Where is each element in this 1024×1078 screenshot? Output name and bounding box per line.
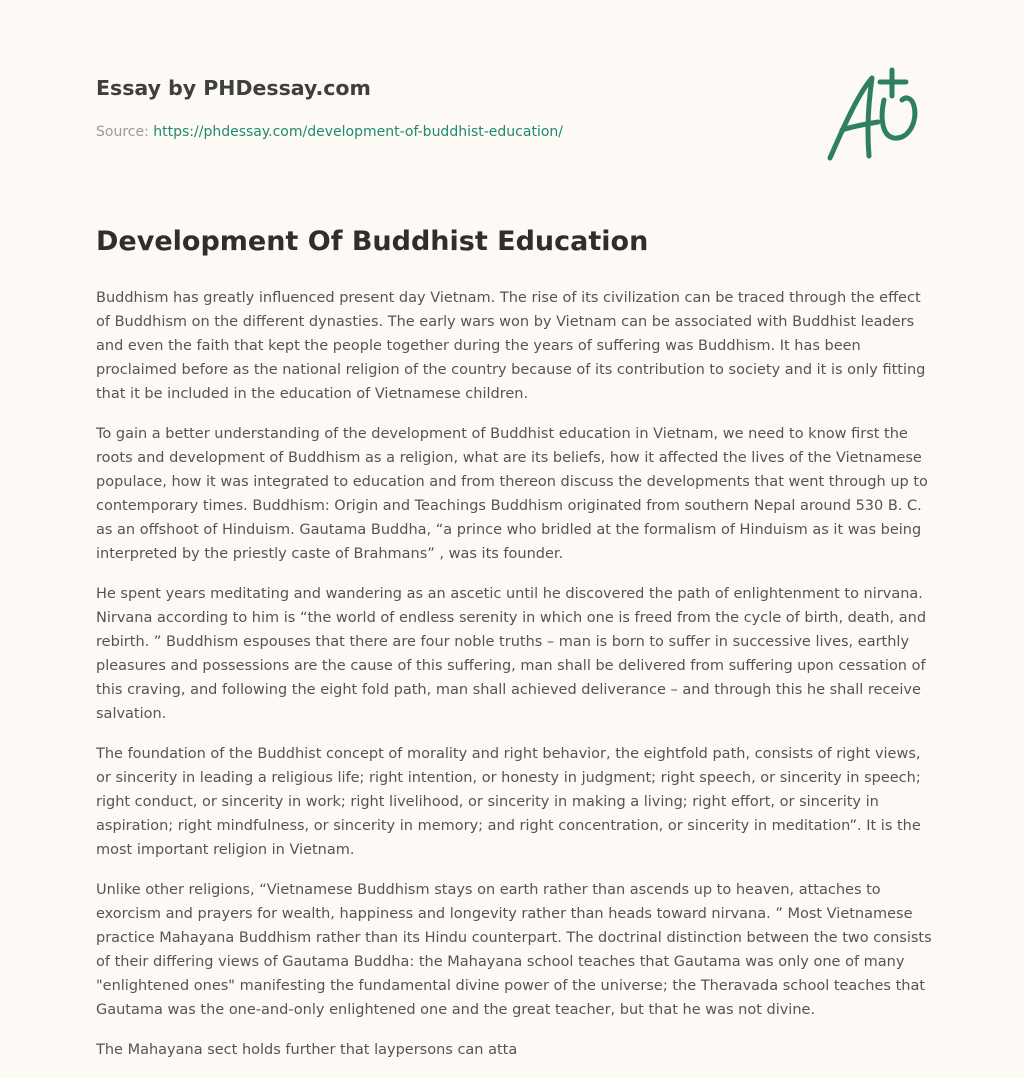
paragraph: To gain a better understanding of the development of Buddhist education in Vietnam, we need to know first the roots and development of Buddhism as a religion, what are its beliefs, how it affected the lives of the Vietnamese populace, how it was integrated to education and from thereon discuss the developments that went through up to contemporary times. Buddhism: Origin and Teachings Buddhism originated from southern Nepal around 530 B. C. as an offshoot of Hinduism. Gautama Buddha, “a prince who bridled at the formalism of Hinduism as it was being interpreted by the priestly caste of Brahmans” , was its founder. xyxy=(96,426,928,562)
page-title: Development Of Buddhist Education xyxy=(96,226,649,257)
a-plus-grade-icon xyxy=(820,66,930,166)
paragraph: Buddhism has greatly influenced present day Vietnam. The rise of its civilization can be traced through the effect of Buddhism on the different dynasties. The early wars won by Vietnam can be associated with Buddhist leaders and even the faith that kept the people together during the years of suffering was Buddhism. It has been proclaimed before as the national religion of the country because of its contribution to society and it is only fitting that it be included in the education of Vietnamese children. xyxy=(96,290,926,402)
paragraph: He spent years meditating and wandering as an ascetic until he discovered the path of enlightenment to nirvana. Nirvana according to him is “the world of endless serenity in which one is freed from the cycle of birth, death, and rebirth. ” Buddhism espouses that there are four noble truths – man is born to suffer in successive lives, earthly pleasures and possessions are the cause of this suffering, man shall be delivered from suffering upon cessation of this craving, and following the eight fold path, man shall achieved deliverance – and through this he shall receive salvation. xyxy=(96,586,927,722)
article-body xyxy=(96,286,932,1078)
paragraph: The foundation of the Buddhist concept of morality and right behavior, the eightfold path, consists of right views, or sincerity in leading a religious life; right intention, or honesty in judgment; right speech, or sincerity in speech; right conduct, or sincerity in work; right livelihood, or sincerity in making a living; right effort, or sincerity in aspiration; right mindfulness, or sincerity in memory; and right concentration, or sincerity in meditation”. It is the most important religion in Vietnam. xyxy=(96,746,921,858)
site-brand: Essay by PHDessay.com xyxy=(96,76,371,100)
source-line xyxy=(96,124,563,140)
source-link[interactable]: https://phdessay.com/development-of-buddhist-education/ xyxy=(153,124,563,140)
paragraph: Unlike other religions, “Vietnamese Buddhism stays on earth rather than ascends up to heaven, attaches to exorcism and prayers for wealth, happiness and longevity rather than heads toward nirvana. ” Most Vietnamese practice Mahayana Buddhism rather than its Hindu counterpart. The doctrinal distinction between the two consists of their differing views of Gautama Buddha: the Mahayana school teaches that Gautama was only one of many "enlightened ones" manifesting the fundamental divine power of the universe; the Theravada school teaches that Gautama was the one-and-only enlightened one and the great teacher, but that he was not divine. xyxy=(96,882,932,1018)
paragraph: The Mahayana sect holds further that laypersons can atta xyxy=(96,1042,518,1058)
source-label: Source: xyxy=(96,124,154,140)
